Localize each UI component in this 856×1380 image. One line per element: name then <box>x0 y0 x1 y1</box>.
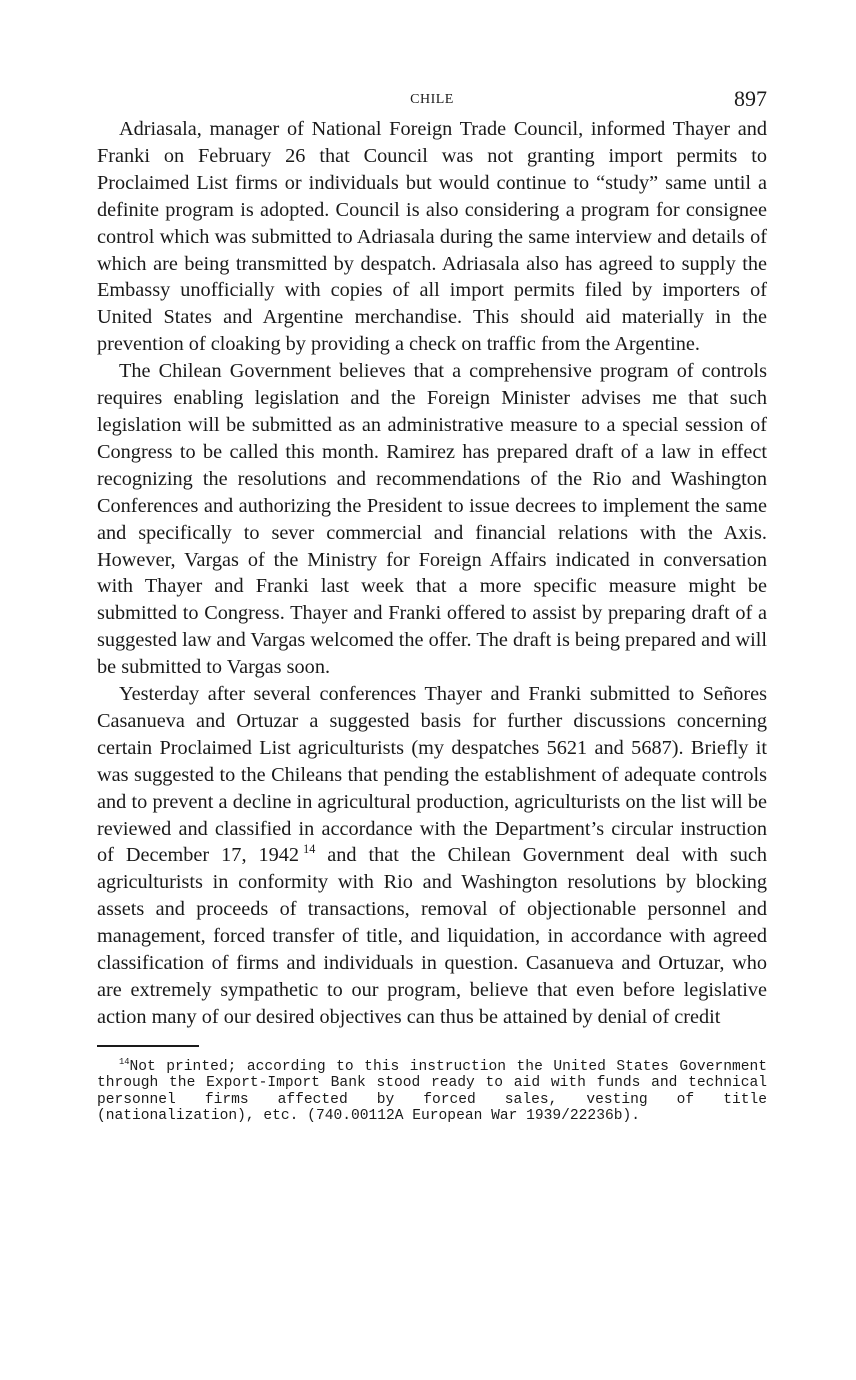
footnote-divider <box>97 1045 199 1047</box>
footnote-text: Not printed; according to this instruction the United States Government through the Export-Import Bank stood ready to aid with funds and technical personnel firms affected by forced sales, vesting of title (nationalization), etc. (740.00112A European War 1939/22236b). <box>97 1058 767 1125</box>
footnote-reference[interactable]: 14 <box>303 842 316 857</box>
body-paragraph-2: The Chilean Government believes that a comprehensive program of controls requires enabling legislation and the Foreign Minister advises me that such legislation will be submitted as an administrative measure to a special session of Congress to be called this month. Ramirez has prepared draft of a law in effect recognizing the resolutions and recommendations of the Rio and Washington Conferences and authorizing the President to issue decrees to implement the same and specifically to sever commercial and financial relations with the Axis. However, Vargas of the Ministry for Foreign Affairs indicated in conversation with Thayer and Franki last week that a more specific measure might be submitted to Congress. Thayer and Franki offered to assist by preparing draft of a suggested law and Vargas welcomed the offer. The draft is being prepared and will be submitted to Vargas soon. <box>97 360 767 679</box>
paragraph-text: Yesterday after several conferences Thayer and Franki submitted to Señores Casanueva and Ortuzar a suggested basis for further discussions concerning certain Proclaimed List agriculturists (my despatches 5621 and 5687). Briefly it was suggested to the Chileans that pending the establishment of adequate controls and to prevent a decline in agricultural production, agriculturists on the list will be reviewed and classified in accordance with the Department’s circular instruction of December 17, 1942 <box>97 683 767 867</box>
paragraph-text: and that the Chilean Government deal with such agriculturists in conformity with Rio and Washington resolutions by blocking assets and proceeds of transactions, removal of objectionable personnel and management, forced transfer of title, and liquidation, in accordance with agreed classification of firms and individuals in question. Casanueva and Ortuzar, who are extremely sympathetic to our program, believe that even before legislative action many of our desired objectives can thus be attained by denial of credit <box>97 844 768 1028</box>
body-paragraph-3 <box>97 681 767 1031</box>
page-header <box>97 86 767 116</box>
body-paragraph-1: Adriasala, manager of National Foreign Trade Council, informed Thayer and Franki on February 26 that Council was not granting import permits to Proclaimed List firms or individuals but would continue to “study” same until a definite program is adopted. Council is also considering a program for consignee control which was submitted to Adriasala during the same interview and details of which are being transmitted by despatch. Adriasala also has agreed to supply the Embassy unofficially with copies of all import permits filed by importers of United States and Argentine merchandise. This should aid materially in the prevention of cloaking by providing a check on traffic from the Argentine. <box>97 118 767 356</box>
page-number: 897 <box>734 86 767 111</box>
footnote-14 <box>97 1056 767 1125</box>
document-page <box>97 86 767 1125</box>
running-head: CHILE <box>410 92 454 107</box>
footnote-marker: 14 <box>119 1056 130 1067</box>
